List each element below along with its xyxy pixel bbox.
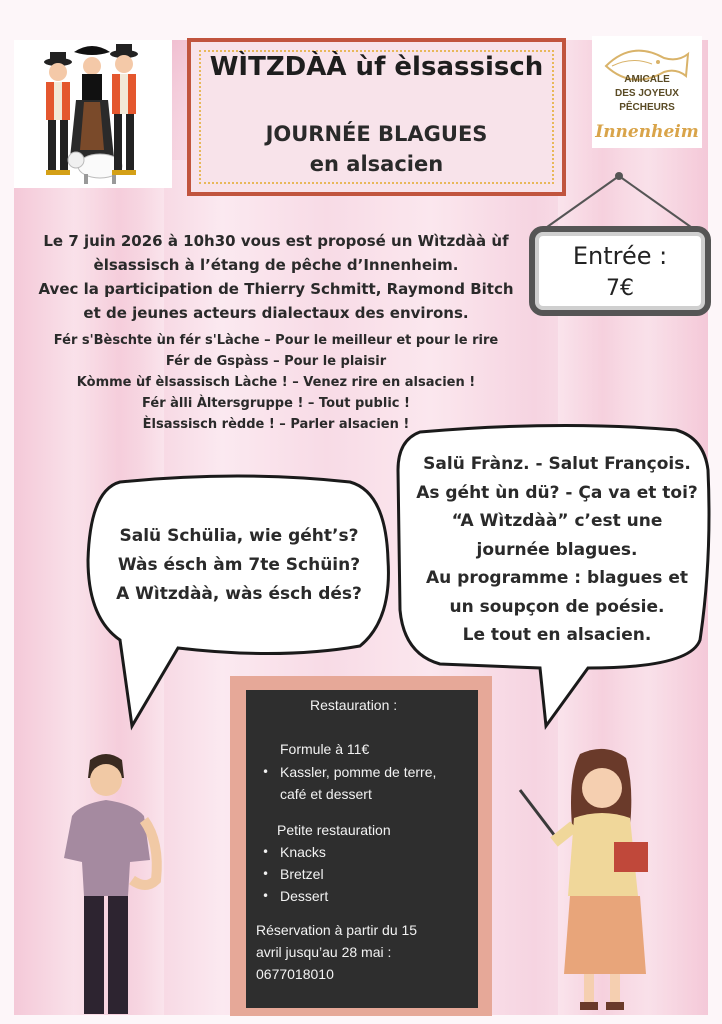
logo-town: Innenheim [595, 122, 699, 142]
man-character-icon [60, 750, 180, 1020]
event-subtitle-line-2: en alsacien [309, 152, 444, 176]
right-bubble-line-7: Le tout en alsacien. [462, 625, 652, 645]
right-bubble-line-5: Au programme : blagues et [426, 568, 688, 588]
tagline-3: Kòmme ùf èlsassisch Làche ! – Venez rire en alsacien ! [76, 375, 476, 390]
menu-petite-title: Petite restauration [277, 822, 391, 838]
tagline-5: Èlsassisch rèdde ! – Parler alsacien ! [142, 417, 410, 432]
left-bubble-text [94, 522, 384, 609]
entrance-label: Entrée : [572, 242, 668, 270]
menu-phone-number: 0677018010 [256, 966, 334, 982]
bullet-icon: • [262, 845, 270, 859]
menu-reservation-line-1: Réservation à partir du 15 [256, 922, 418, 938]
right-bubble-line-4: journée blagues. [476, 539, 638, 560]
menu-petite-item-2: Bretzel [280, 866, 324, 882]
left-bubble-line-1: Salü Schülia, wie géht’s? [119, 526, 359, 546]
right-bubble-line-2: As géht ùn dü? - Ça va et toi? [416, 482, 698, 503]
menu-formula-item-line-2: café et dessert [280, 786, 372, 802]
bullet-icon: • [262, 889, 270, 903]
logo-line-3: PÊCHEURS [619, 102, 675, 113]
tagline-4: Fér àlli Àltersgruppe ! – Tout public ! [142, 396, 410, 411]
right-bubble-line-1: Salü Frànz. - Salut François. [423, 454, 691, 474]
intro-line-4: et de jeunes acteurs dialectaux des environs. [83, 304, 469, 322]
entrance-price: 7€ [606, 276, 634, 301]
event-subtitle-line-1: JOURNÉE BLAGUES [265, 122, 488, 146]
menu-petite-item-1: Knacks [280, 844, 326, 860]
right-bubble-text [404, 450, 710, 650]
left-bubble-line-2: Wàs ésch àm 7te Schüin? [117, 555, 361, 575]
tagline-2: Fér de Gspàss – Pour le plaisir [165, 354, 387, 369]
menu-formula-title: Formule à 11€ [280, 741, 370, 757]
menu-formula-item-line-1: Kassler, pomme de terre, [280, 764, 437, 780]
intro-line-3: Avec la participation de Thierry Schmitt, Raymond Bitch [38, 280, 514, 298]
right-bubble-line-3: “A Wìtzdàà” c’est une [451, 511, 663, 531]
right-bubble-line-6: un soupçon de poésie. [449, 596, 665, 617]
menu-reservation-line-2: avril jusqu’au 28 mai : [256, 944, 392, 960]
logo-line-1: AMICALE [624, 74, 670, 85]
menu-heading: Restauration : [310, 697, 398, 713]
event-title: WÌTZDÀÀ ùf èlsassisch [209, 52, 544, 82]
logo-line-2: DES JOYEUX [615, 88, 679, 99]
tagline-1: Fér s'Bèschte ùn fér s'Làche – Pour le meilleur et pour le rire [53, 333, 499, 348]
menu-petite-item-3: Dessert [280, 888, 329, 904]
intro-line-2: èlsassisch à l’étang de pêche d’Innenheim. [93, 256, 459, 274]
left-bubble-line-3: A Wìtzdàà, wàs ésch dés? [116, 584, 362, 604]
bullet-icon: • [262, 867, 270, 881]
woman-teacher-icon [514, 746, 664, 1016]
intro-line-1: Le 7 juin 2026 à 10h30 vous est proposé un Wìtzdàà ùf [43, 232, 509, 250]
bullet-icon: • [262, 765, 270, 779]
